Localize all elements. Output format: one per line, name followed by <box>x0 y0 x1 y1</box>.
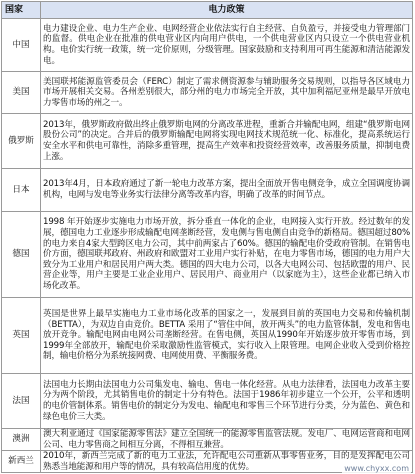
table-row <box>2 374 413 429</box>
country-cell: 法国 <box>2 374 41 429</box>
country-cell: 德国 <box>2 212 41 298</box>
header-policy: 电力政策 <box>41 2 413 19</box>
watermark: www.chyxx.com <box>344 464 409 473</box>
policy-cell: 英国是世界上最早实施电力工业市场化改革的国家之一，发展到目前的英国电力交易和传输机制（BETTA），为双边自由竞价。BETTA 采用了“管住中间，放开两头”的电力监管体制，发电和售电放开竞争。输配电网由电网公司垄断经营。在售电侧，英国从1990年开始逐步放开零售市场，到1999年全部放开，输配电价采取激励性监管模式，实行收入上限管理。电网企业收入受到价格控制，输电价格分为系统接网费、电网使用费、平衡服务费。 <box>41 298 413 374</box>
country-cell: 新西兰 <box>2 451 41 473</box>
country-cell: 美国 <box>2 72 41 114</box>
table-row <box>2 169 413 212</box>
policy-cell: 2013年4月，日本政府通过了新一轮电力改革方案，提出全面放开售电侧竞争，成立全国调度协调机构，电网与发电等业务实行法律分离等改革内容，明确了改革的时间节点。 <box>41 169 413 212</box>
policy-cell: 2013年，俄罗斯政府做出终止俄罗斯电网的分离改革进程，重新合并输配电网，组建“俄罗斯电网股份公司”的决定。合并后的俄罗斯输配电网将实现电网技术规范统一化、标准化，提高系统运行安全水平和供电可靠性，消除多重管理，提高生产效率和投资经营效率，改善服务质量，抑制电费上涨。 <box>41 114 413 169</box>
table-row <box>2 212 413 298</box>
country-cell: 俄罗斯 <box>2 114 41 169</box>
table-row <box>2 72 413 114</box>
policy-cell: 1998 年开始逐步实施电力市场开放，拆分垂直一体化的企业，电网接入实行开放。经过数年的发展，德国电力工业逐步形成输配电网垄断经营，发电侧与售电侧自由竞争的新格局。德国超过80%的电力来自4家大型跨区电力公司，其中前两家占了60%。德国的输配电价受政府管制。在销售电价方面，德国联邦政府、州政府和欧盟对工业用户实行补贴，在电力零售市场，德国的电力用户大致分为工业用户和居民用户两大类。德国的四大电力公司，以各大电网公司、包括欧盟的用户、民营企业等，用户主要是工业企业用户、居民用户、商业用户（以家庭为主），这些企业都已纳入市场化改革。 <box>41 212 413 298</box>
policy-cell: 2010年，新西兰完成了新的电力工业法，允许配电公司重新从事零售业务，目的是发挥配电公司熟悉当地能源和用户等的情况，具有较高信用度的优势。 <box>41 451 413 473</box>
table-row <box>2 298 413 374</box>
country-cell: 英国 <box>2 298 41 374</box>
policy-cell: 澳大利亚通过《国家能源零售法》建立全国统一的能源零售监管法规。发电厂、电网运营商和电网公司、电力零售商之间相互分离，不得相互兼营。 <box>41 429 413 451</box>
policy-cell: 法国电力长期由法国电力公司集发电、输电、售电一体化经营。从电力法律看，法国电力改革主要分为两个阶段，尤其销售电价的制定十分有特色。法国于1986年初步建立一个公开，公平和透明的电价管制体系。销售电价的制定分为发电、输配电和零售三个环节进行分类，分为蓝色、黄色和绿色电价三大类。 <box>41 374 413 429</box>
country-cell: 日本 <box>2 169 41 212</box>
country-cell: 澳洲 <box>2 429 41 451</box>
electricity-policy-table <box>1 1 413 473</box>
header-country: 国家 <box>2 2 41 19</box>
policy-cell: 美国联邦能源监管委员会（FERC）制定了需求侧资源参与辅助服务交易规则，以指导各区域电力市场开展相关交易。各州差别很大，部分州的电力市场完全开放，其中加利福尼亚州是最早开放电力零售市场的州之一。 <box>41 72 413 114</box>
policy-cell: 电力建设企业、电力生产企业、电网经营企业依法实行自主经营、自负盈亏，并接受电力管理部门的监督。供电企业在批准的供电营业区内向用户供电，一个供电营业区内只设立一个供电营业机构。电价实行统一政策，统一定价原则，分级管理。国家鼓励和支持利用可再生能源和清洁能源发电。 <box>41 19 413 72</box>
table-header-row <box>2 2 413 19</box>
country-cell: 中国 <box>2 19 41 72</box>
table-row <box>2 19 413 72</box>
table-row <box>2 114 413 169</box>
table-row <box>2 429 413 451</box>
